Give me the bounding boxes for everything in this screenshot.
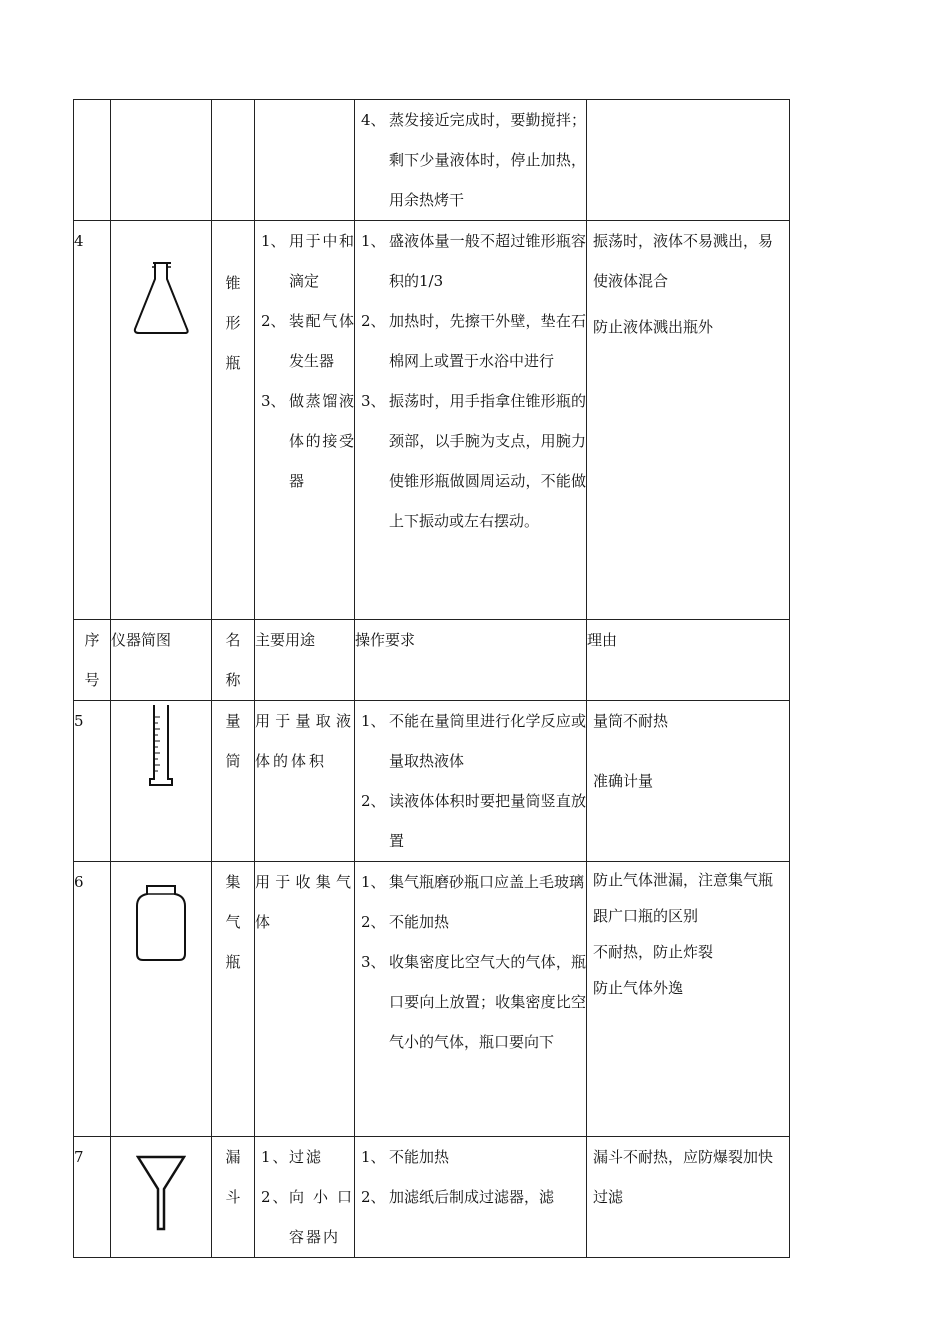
- header-diagram: 仪器简图: [111, 620, 212, 701]
- list-item: 3、 振荡时，用手指拿住锥形瓶的颈部，以手腕为支点，用腕力使锥形瓶做圆周运动，不能做上下振动或左右摆动。: [361, 392, 586, 530]
- cell-num: 4: [74, 221, 111, 620]
- cell-use: 用于收集气体: [255, 862, 355, 1137]
- instrument-table: [73, 99, 790, 1258]
- table-header-row: [74, 620, 790, 701]
- cell-name: 集 气 瓶: [212, 862, 255, 1137]
- list-item: 1、 集气瓶磨砂瓶口应盖上毛玻璃: [361, 873, 585, 891]
- cell-use: [255, 221, 355, 620]
- cell-num: 7: [74, 1137, 111, 1258]
- cell-num: 5: [74, 701, 111, 862]
- list-item: 2、 向小口容器内: [261, 1188, 354, 1246]
- cell-num: 6: [74, 862, 111, 1137]
- header-reason: 理由: [587, 620, 790, 701]
- list-item: 2、 不能加热: [361, 913, 450, 931]
- list-item: 3、 做蒸馏液体的接受器: [261, 392, 354, 490]
- list-item: 2、 加热时，先擦干外壁，垫在石棉网上或置于水浴中进行: [361, 312, 586, 370]
- erlenmeyer-flask-icon: [131, 261, 191, 337]
- table-row: [74, 221, 790, 620]
- table-row: [74, 701, 790, 862]
- cell-diagram: [111, 701, 212, 862]
- cell-reason: 漏斗不耐热，应防爆裂加快过滤: [587, 1137, 790, 1258]
- funnel-icon: [136, 1155, 186, 1231]
- cell-reason: 振荡时，液体不易溅出，易使液体混合 防止液体溅出瓶外: [587, 221, 790, 620]
- cell-reason: 量筒不耐热 准确计量: [587, 701, 790, 862]
- header-num: 序号: [74, 620, 111, 701]
- list-item: 1、 过滤: [261, 1148, 324, 1166]
- cell-diagram: [111, 1137, 212, 1258]
- cell-ops: [355, 701, 587, 862]
- header-use: 主要用途: [255, 620, 355, 701]
- cell-reason: 防止气体泄漏，注意集气瓶跟广口瓶的区别 不耐热，防止炸裂 防止气体外逸: [587, 862, 790, 1137]
- cell-reason: [587, 100, 790, 221]
- list-item: 4、 蒸发接近完成时，要勤搅拌；剩下少量液体时，停止加热，用余热烤干: [361, 111, 586, 209]
- cell-diagram: [111, 100, 212, 221]
- cell-ops: [355, 862, 587, 1137]
- cell-name: 量 筒: [212, 701, 255, 862]
- list-item: 1、 不能加热: [361, 1148, 450, 1166]
- cell-name: 漏 斗: [212, 1137, 255, 1258]
- list-item: 1、 用于中和滴定: [261, 232, 354, 290]
- cell-num: [74, 100, 111, 221]
- cell-ops: [355, 100, 587, 221]
- header-name: 名 称: [212, 620, 255, 701]
- cell-ops: [355, 221, 587, 620]
- header-ops: 操作要求: [355, 620, 587, 701]
- list-item: 2、 加滤纸后制成过滤器，滤: [361, 1188, 555, 1206]
- list-item: 3、 收集密度比空气大的气体，瓶口要向上放置；收集密度比空气小的气体，瓶口要向下: [361, 953, 586, 1051]
- cell-use: 用于量取液体的体积: [255, 701, 355, 862]
- cell-use: [255, 100, 355, 221]
- table-row: [74, 1137, 790, 1258]
- cell-use: [255, 1137, 355, 1258]
- cell-diagram: [111, 221, 212, 620]
- list-item: 2、 读液体体积时要把量筒竖直放置: [361, 792, 586, 850]
- cell-diagram: [111, 862, 212, 1137]
- list-item: 1、 不能在量筒里进行化学反应或量取热液体: [361, 712, 586, 770]
- graduated-cylinder-icon: [146, 703, 176, 787]
- gas-jar-icon: [133, 884, 189, 964]
- list-item: 2、 装配气体发生器: [261, 312, 354, 370]
- cell-name: 锥 形 瓶: [212, 221, 255, 620]
- table-row: [74, 100, 790, 221]
- list-item: 1、 盛液体量一般不超过锥形瓶容积的1/3: [361, 232, 586, 290]
- cell-name: [212, 100, 255, 221]
- table-row: [74, 862, 790, 1137]
- cell-ops: [355, 1137, 587, 1258]
